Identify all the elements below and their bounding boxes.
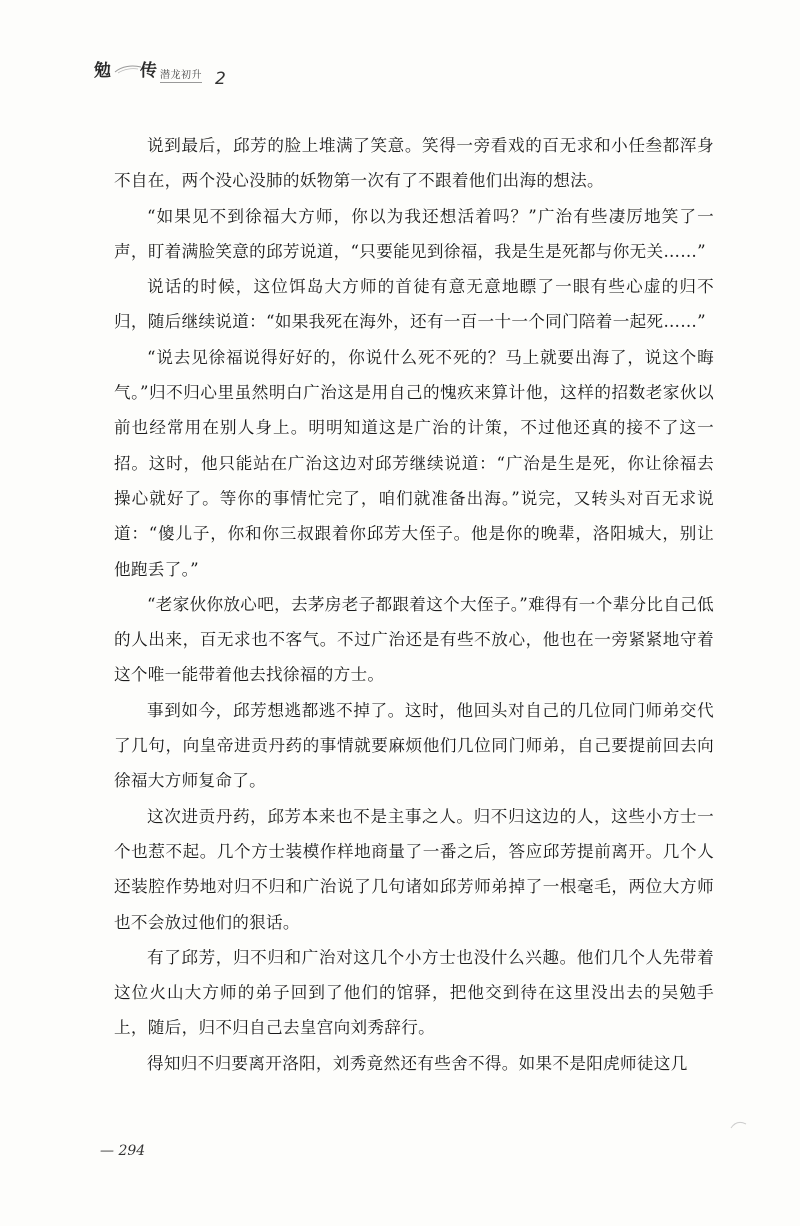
body-text <box>114 128 714 1081</box>
paragraph: 说话的时候，这位饵岛大方师的首徒有意无意地瞟了一眼有些心虚的归不归，随后继续说道：“如果我死在海外，还有一百一十一个同门陪着一起死……” <box>114 277 714 332</box>
swoosh-ornament-icon <box>114 64 142 74</box>
header-title-char-2: 传 <box>140 61 157 81</box>
paragraph: “说去见徐福说得好好的，你说什么死不死的？马上就要出海了，说这个晦气。”归不归心里虽然明白广治这是用自己的愧疚来算计他，这样的招数老家伙以前也经常用在别人身上。明明知道这是广治的计策，不过他还真的接不了这一招。这时，他只能站在广治这边对邱芳继续说道：“广治是生是死，你让徐福去操心就好了。等你的事情忙完了，咱们就准备出海。”说完，又转头对百无求说道：“傻儿子，你和你三叔跟着你邱芳大侄子。他是你的晚辈，洛阳城大，别让他跑丢了。” <box>114 347 714 579</box>
header-volume-number: 2 <box>215 69 226 89</box>
paragraph: 这次进贡丹药，邱芳本来也不是主事之人。归不归这边的人，这些小方士一个也惹不起。几个方士装模作样地商量了一番之后，答应邱芳提前离开。几个人还装腔作势地对归不归和广治说了几句诸如邱芳师弟掉了一根毫毛，两位大方师也不会放过他们的狠话。 <box>114 806 714 932</box>
header-subtitle: 潜龙初升 <box>160 66 202 83</box>
paragraph: “如果见不到徐福大方师，你以为我还想活着吗？”广治有些凄厉地笑了一声，盯着满脸笑意的邱芳说道，“只要能见到徐福，我是生是死都与你无关……” <box>114 206 714 261</box>
paragraph: 有了邱芳，归不归和广治对这几个小方士也没什么兴趣。他们几个人先带着这位火山大方师的弟子回到了他们的馆驿，把他交到待在这里没出去的吴勉手上，随后，归不归自己去皇宫向刘秀辞行。 <box>114 947 714 1038</box>
paragraph: 得知归不归要离开洛阳，刘秀竟然还有些舍不得。如果不是阳虎师徒这几 <box>147 1053 688 1073</box>
running-header <box>94 50 294 96</box>
corner-scan-mark-icon <box>730 1118 748 1130</box>
paragraph: 事到如今，邱芳想逃都逃不掉了。这时，他回头对自己的几位同门师弟交代了几句，向皇帝进贡丹药的事情就要麻烦他们几位同门师弟，自己要提前回去向徐福大方师复命了。 <box>114 700 714 791</box>
page-number: — 294 <box>100 1143 146 1159</box>
paragraph: “老家伙你放心吧，去茅房老子都跟着这个大侄子。”难得有一个辈分比自己低的人出来，百无求也不客气。不过广治还是有些不放心，他也在一旁紧紧地守着这个唯一能带着他去找徐福的方士。 <box>114 594 714 685</box>
header-title-char-1: 勉 <box>94 61 111 81</box>
paragraph: 说到最后，邱芳的脸上堆满了笑意。笑得一旁看戏的百无求和小任叁都浑身不自在，两个没心没肺的妖物第一次有了不跟着他们出海的想法。 <box>114 136 714 191</box>
